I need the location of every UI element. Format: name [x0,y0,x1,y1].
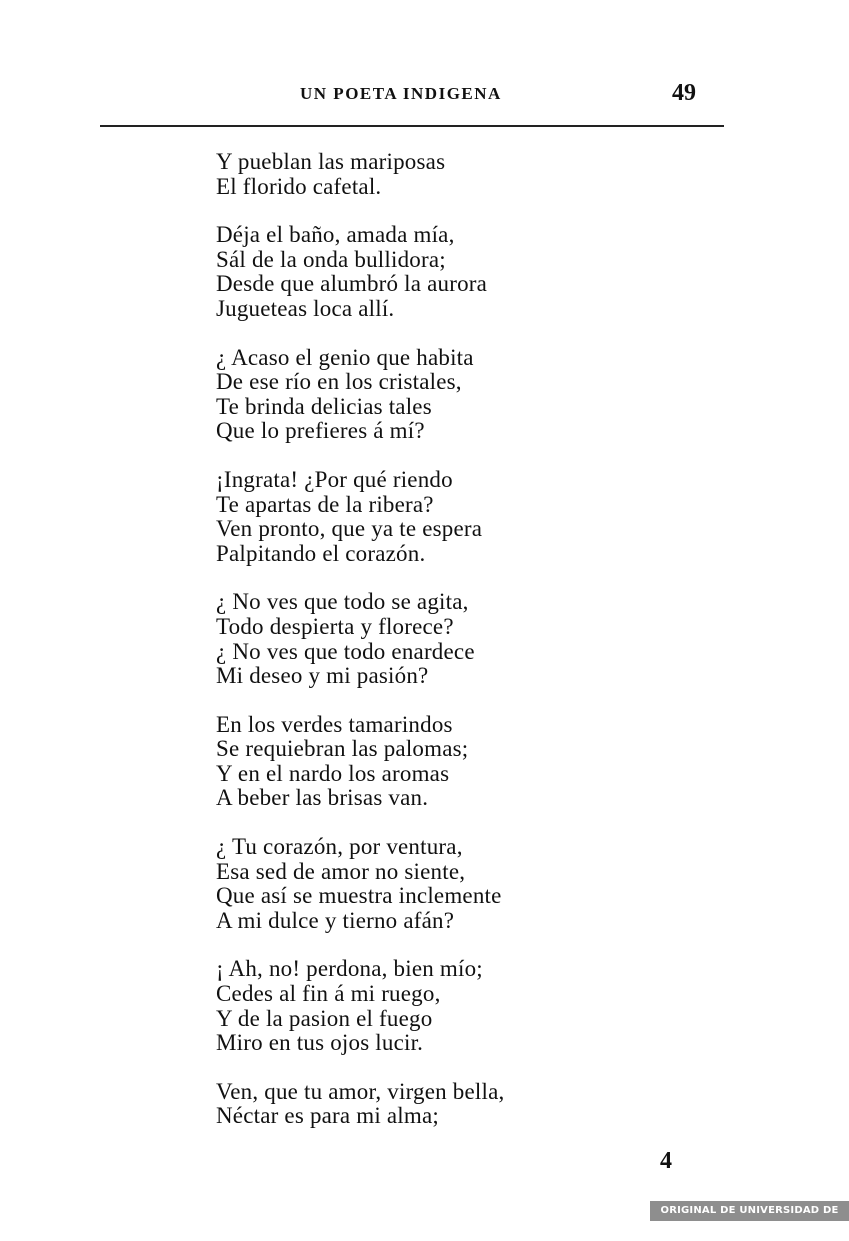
running-title: UN POETA INDIGENA [300,84,502,103]
stanza [216,835,736,933]
poem-line: Jugueteas loca allí. [216,295,395,321]
poem-line: Sál de la onda bullidora; [216,246,446,272]
stanza [216,150,736,199]
poem-line: Cedes al fin á mi ruego, [216,981,441,1007]
poem-line: Que lo prefieres á mí? [216,418,425,444]
poem-line: Déja el baño, amada mía, [216,222,455,248]
library-watermark: ORIGINAL DE UNIVERSIDAD DE CHILE [650,1201,849,1221]
poem-line: ¿ Tu corazón, por ventura, [216,834,463,860]
page-number: 49 [672,80,696,106]
poem-line: El florido cafetal. [216,173,382,199]
stanza [216,590,736,688]
poem-line: Que así se muestra inclemente [216,883,502,909]
signature-mark: 4 [660,1148,672,1174]
poem-line: Se requiebran las palomas; [216,736,469,762]
poem-line: ¿ No ves que todo enardece [216,638,475,664]
poem-line: Te apartas de la ribera? [216,491,434,517]
stanza [216,957,736,1055]
poem-line: Miro en tus ojos lucir. [216,1030,424,1056]
poem-line: ¡Ingrata! ¿Por qué riendo [216,466,453,492]
poem-line: Desde que alumbró la aurora [216,271,488,297]
stanza [216,713,736,811]
poem-line: Palpitando el corazón. [216,540,426,566]
poem-line: Esa sed de amor no siente, [216,858,466,884]
poem-line: Y pueblan las mariposas [216,149,446,174]
poem-line: Todo despierta y florece? [216,613,454,639]
header-rule [100,125,724,127]
stanza [216,346,736,444]
poem-line: Y de la pasion el fuego [216,1005,433,1031]
poem-line: Te brinda delicias tales [216,393,432,419]
poem-line: Mi deseo y mi pasión? [216,663,429,689]
poem-line: Néctar es para mi alma; [216,1103,439,1129]
poem-line: A mi dulce y tierno afán? [216,907,455,933]
poem-body [216,150,736,1153]
poem-line: ¿ No ves que todo se agita, [216,589,469,615]
stanza [216,223,736,321]
poem-line: ¡ Ah, no! perdona, bien mío; [216,956,483,982]
poem-line: De ese río en los cristales, [216,369,462,395]
poem-line: A beber las brisas van. [216,785,429,811]
poem-line: Y en el nardo los aromas [216,760,450,786]
poem-line: Ven pronto, que ya te espera [216,516,483,542]
poem-line: Ven, que tu amor, virgen bella, [216,1078,505,1104]
poem-line: ¿ Acaso el genio que habita [216,344,474,370]
stanza [216,1080,736,1129]
poem-line: En los verdes tamarindos [216,711,453,737]
stanza [216,468,736,566]
